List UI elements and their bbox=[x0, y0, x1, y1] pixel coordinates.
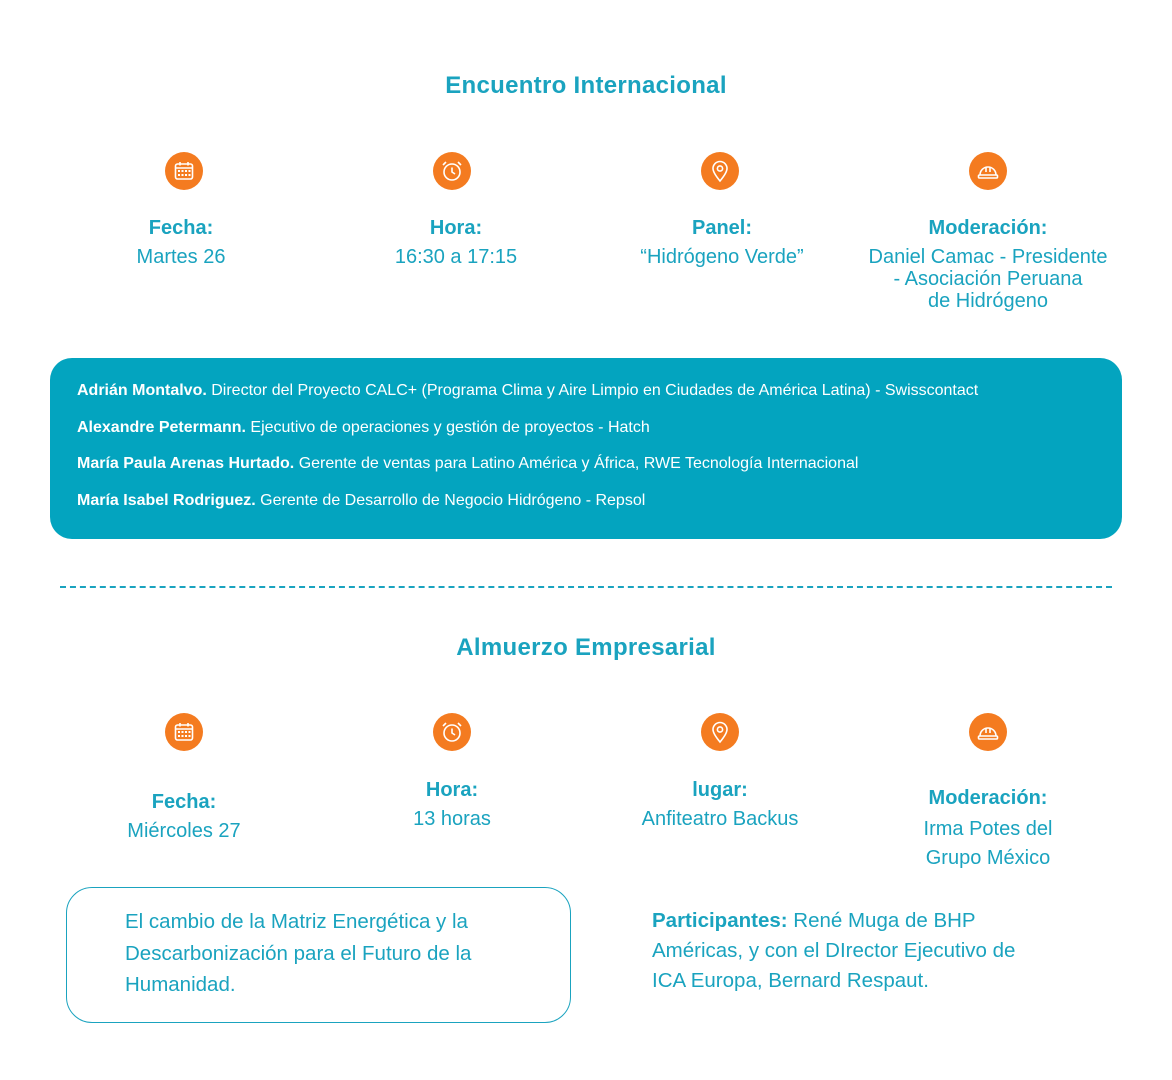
panelist-role: Ejecutivo de operaciones y gestión de proyectos - Hatch bbox=[250, 418, 650, 436]
info-value: Miércoles 27 bbox=[127, 820, 241, 842]
location-pin-icon bbox=[701, 713, 739, 751]
info-label: Moderación: bbox=[928, 787, 1048, 809]
info-moderacion bbox=[848, 787, 1128, 873]
panelist-name: María Paula Arenas Hurtado. bbox=[77, 455, 295, 472]
panelist-name: Alexandre Petermann. bbox=[77, 418, 246, 436]
hard-hat-icon bbox=[969, 713, 1007, 751]
panelist-row bbox=[77, 455, 1122, 492]
section-title-encuentro: Encuentro Internacional bbox=[445, 72, 727, 99]
info-value: “Hidrógeno Verde” bbox=[640, 246, 804, 268]
info-value: Anfiteatro Backus bbox=[641, 808, 799, 830]
topic-line: El cambio de la Matriz Energética y la bbox=[125, 910, 468, 933]
panelists-box bbox=[50, 358, 1122, 539]
topic-line: Descarbonización para el Futuro de la bbox=[125, 941, 472, 965]
participants-text bbox=[652, 906, 1072, 996]
info-panel bbox=[582, 217, 862, 268]
info-value: 13 horas bbox=[413, 808, 491, 830]
info-label: Fecha: bbox=[151, 791, 217, 813]
alarm-clock-icon bbox=[433, 152, 471, 190]
info-fecha bbox=[41, 217, 321, 268]
info-value-line: de Hidrógeno bbox=[927, 290, 1049, 312]
info-hora bbox=[312, 779, 592, 830]
alarm-clock-icon bbox=[433, 713, 471, 751]
info-label: Panel: bbox=[691, 217, 753, 239]
hard-hat-icon bbox=[969, 152, 1007, 190]
topic-line: Humanidad. bbox=[125, 973, 236, 996]
info-value-line: Irma Potes del bbox=[923, 818, 1053, 840]
calendar-icon bbox=[165, 713, 203, 751]
panelist-role: Gerente de ventas para Latino América y África, RWE Tecnología Internacional bbox=[298, 455, 859, 472]
info-value: 16:30 a 17:15 bbox=[394, 246, 518, 268]
info-value-line: Daniel Camac - Presidente bbox=[868, 246, 1108, 268]
section-title-almuerzo: Almuerzo Empresarial bbox=[456, 634, 716, 661]
topic-box bbox=[66, 887, 571, 1023]
info-value-line: Grupo México bbox=[925, 847, 1051, 869]
info-value-line: - Asociación Peruana bbox=[893, 268, 1083, 290]
participants-line: Américas, y con el DIrector Ejecutivo de bbox=[652, 939, 1016, 962]
info-lugar bbox=[580, 779, 860, 830]
participants-line bbox=[652, 906, 1072, 936]
info-hora bbox=[316, 217, 596, 268]
info-label: Hora: bbox=[429, 217, 483, 239]
info-moderacion bbox=[848, 217, 1128, 312]
panelist-row bbox=[77, 492, 1122, 529]
info-fecha bbox=[44, 791, 324, 842]
info-label: Hora: bbox=[425, 779, 479, 801]
calendar-icon bbox=[165, 152, 203, 190]
panelist-role: Gerente de Desarrollo de Negocio Hidrógeno - Repsol bbox=[260, 491, 646, 509]
panelist-row bbox=[77, 419, 1122, 456]
panelist-role: Director del Proyecto CALC+ (Programa Clima y Aire Limpio en Ciudades de América Latina) - Swisscontact bbox=[211, 382, 979, 399]
info-value: Martes 26 bbox=[136, 246, 226, 268]
dashed-divider bbox=[60, 586, 1112, 588]
participants-line: ICA Europa, Bernard Respaut. bbox=[652, 969, 929, 992]
info-label: Moderación: bbox=[928, 217, 1048, 239]
participants-label: Participantes: bbox=[652, 909, 788, 932]
location-pin-icon bbox=[701, 152, 739, 190]
panelist-name: María Isabel Rodriguez. bbox=[77, 491, 256, 509]
participants-value: René Muga de BHP bbox=[787, 909, 976, 932]
panelist-row bbox=[77, 382, 1122, 419]
info-label: lugar: bbox=[692, 779, 748, 801]
panelist-name: Adrián Montalvo. bbox=[77, 382, 207, 399]
info-label: Fecha: bbox=[148, 217, 214, 239]
